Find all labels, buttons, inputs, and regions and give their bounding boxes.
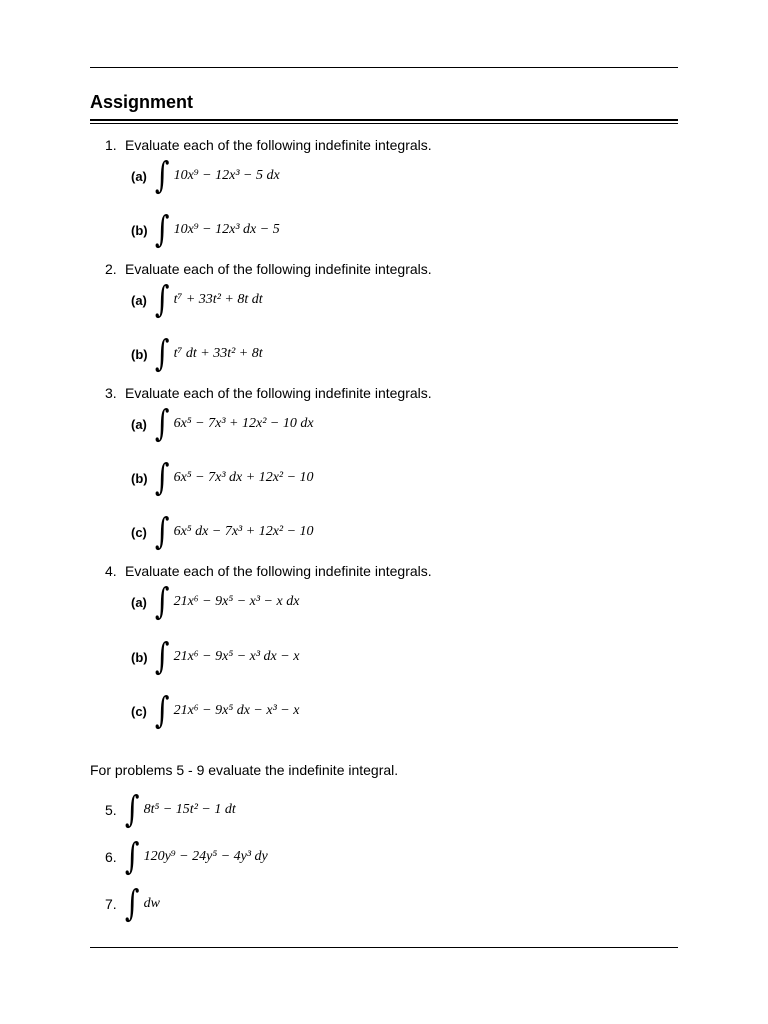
part-label: (b) [131, 470, 148, 486]
page-title: Assignment [90, 92, 194, 112]
part-label: (b) [131, 649, 148, 665]
integral-expression: 8t⁵ − 15t² − 1 dt [143, 802, 236, 817]
problem-prompt: Evaluate each of the following indefinite integrals. [125, 385, 432, 401]
problem-5 [105, 787, 236, 831]
integral-expression: 21x⁶ − 9x⁵ − x³ − x dx [173, 594, 300, 609]
title-underline [90, 119, 678, 124]
part-label: (a) [131, 292, 147, 308]
problem-prompt: Evaluate each of the following indefinite integrals. [125, 137, 432, 153]
bottom-rule [90, 947, 678, 948]
problem-3a [131, 401, 314, 445]
part-label: (c) [131, 703, 147, 719]
part-label: (b) [131, 346, 148, 362]
problem-prompt: Evaluate each of the following indefinite integrals. [125, 563, 432, 579]
integral-expression: 6x⁵ dx − 7x³ + 12x² − 10 [173, 524, 314, 539]
integral-expression: 6x⁵ − 7x³ + 12x² − 10 dx [173, 416, 314, 431]
part-label: (a) [131, 594, 147, 610]
problem-3b [131, 455, 314, 499]
part-label: (c) [131, 524, 147, 540]
problem-7 [105, 881, 160, 925]
integral-expression: 6x⁵ − 7x³ dx + 12x² − 10 [173, 470, 314, 485]
problem-1b [131, 207, 280, 251]
problem-prompt: Evaluate each of the following indefinite integrals. [125, 261, 432, 277]
problem-1 [105, 137, 432, 153]
problem-4b [131, 634, 300, 678]
integral-expression: 10x⁹ − 12x³ − 5 dx [173, 168, 280, 183]
integral-expression: 21x⁶ − 9x⁵ dx − x³ − x [173, 703, 300, 718]
problem-2b [131, 331, 263, 375]
integral-sign-icon: ∫ [125, 881, 140, 925]
integral-sign-icon: ∫ [125, 787, 140, 831]
problem-number: 5. [105, 802, 117, 818]
problem-number: 4. [105, 563, 117, 579]
integral-sign-icon: ∫ [155, 579, 170, 623]
integral-expression: 21x⁶ − 9x⁵ − x³ dx − x [173, 649, 300, 664]
integral-sign-icon: ∫ [155, 509, 170, 553]
integral-sign-icon: ∫ [155, 331, 170, 375]
integral-sign-icon: ∫ [155, 401, 170, 445]
part-label: (a) [131, 416, 147, 432]
integral-sign-icon: ∫ [155, 634, 170, 678]
problem-2 [105, 261, 432, 277]
integral-expression: t⁷ + 33t² + 8t dt [173, 292, 263, 307]
integral-expression: dw [143, 896, 160, 911]
integral-expression: t⁷ dt + 33t² + 8t [173, 346, 263, 361]
integral-sign-icon: ∫ [155, 153, 170, 197]
problem-number: 3. [105, 385, 117, 401]
problem-6 [105, 834, 268, 878]
problem-number: 6. [105, 849, 117, 865]
part-label: (b) [131, 222, 148, 238]
problem-number: 1. [105, 137, 117, 153]
problem-number: 7. [105, 896, 117, 912]
problem-2a [131, 277, 263, 321]
problem-4 [105, 563, 432, 579]
integral-sign-icon: ∫ [125, 834, 140, 878]
section-intro: For problems 5 - 9 evaluate the indefinite integral. [90, 762, 399, 778]
problem-3c [131, 509, 314, 553]
problem-4a [131, 579, 300, 623]
problem-number: 2. [105, 261, 117, 277]
integral-sign-icon: ∫ [155, 207, 170, 251]
problem-3 [105, 385, 432, 401]
problem-1a [131, 153, 280, 197]
integral-expression: 120y⁹ − 24y⁵ − 4y³ dy [143, 849, 268, 864]
part-label: (a) [131, 168, 147, 184]
integral-sign-icon: ∫ [155, 455, 170, 499]
integral-sign-icon: ∫ [155, 277, 170, 321]
problem-4c [131, 688, 300, 732]
integral-expression: 10x⁹ − 12x³ dx − 5 [173, 222, 280, 237]
top-rule [90, 67, 678, 68]
integral-sign-icon: ∫ [155, 688, 170, 732]
